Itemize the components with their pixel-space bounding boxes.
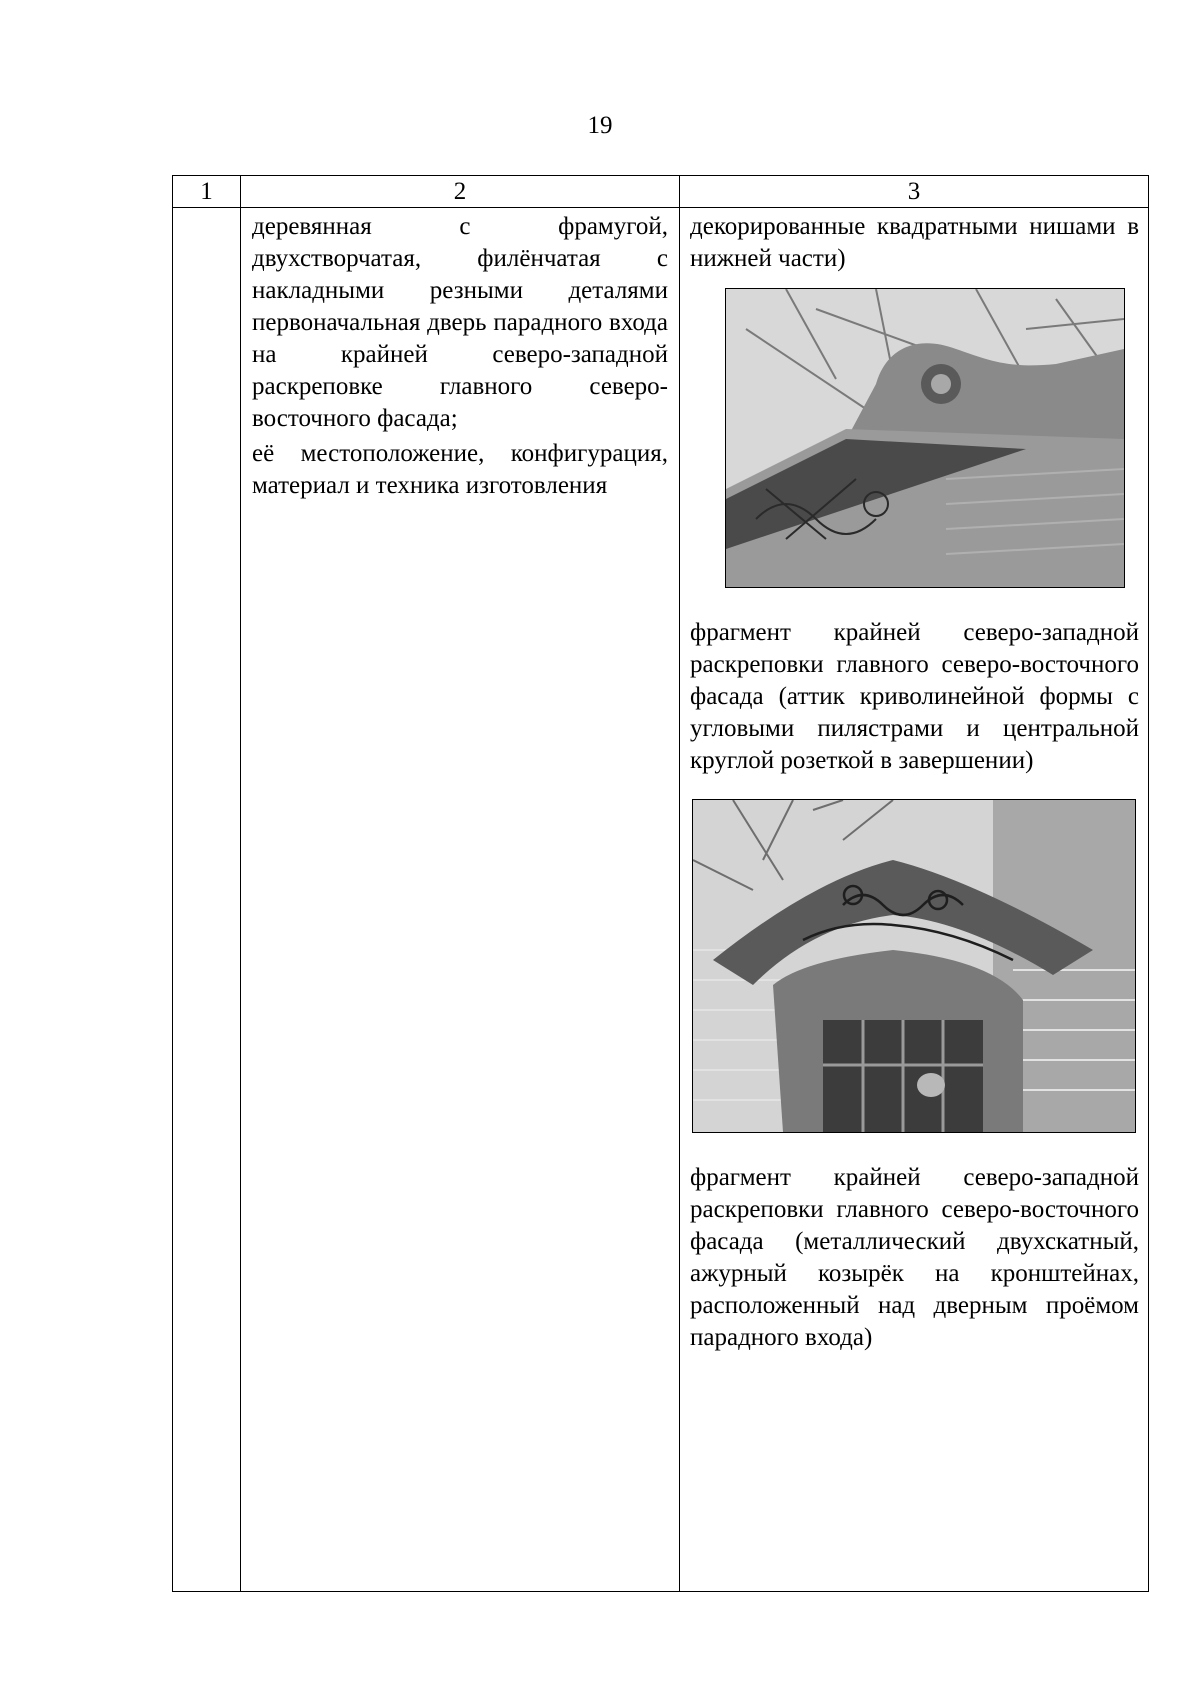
table-row <box>173 208 1149 1592</box>
header-col-2: 2 <box>241 176 680 208</box>
photo-intro-caption: декорированные квадратными нишами в нижней части) <box>690 213 1139 272</box>
page-number: 19 <box>587 112 613 139</box>
cell-col-3 <box>680 208 1149 1592</box>
photo-caption-attic: фрагмент крайней северо-западной раскреповки главного северо-восточного фасада (аттик криволинейной формы с угловыми пилястрами и центральной круглой розеткой в завершении) <box>690 619 1139 774</box>
header-col-1: 1 <box>173 176 241 208</box>
cell-col-1 <box>173 208 241 1592</box>
object-description: деревянная с фрамугой, двухстворчатая, филёнчатая с накладными резными деталями первоначальная дверь парадного входа на крайней северо-западной раскреповке главного северо-восточного фасада; <box>252 213 668 432</box>
attic-photo <box>725 288 1125 588</box>
heritage-table <box>172 175 1149 1592</box>
canopy-photo <box>692 799 1136 1133</box>
object-attributes: её местоположение, конфигурация, материал и техника изготовления <box>252 440 668 499</box>
cell-col-2 <box>241 208 680 1592</box>
photo-caption-canopy: фрагмент крайней северо-западной раскреповки главного северо-восточного фасада (металлический двухскатный, ажурный козырёк на кронштейнах, расположенный над дверным проёмом парадного входа) <box>690 1164 1139 1351</box>
header-col-3: 3 <box>680 176 1149 208</box>
table-header-row <box>173 176 1149 208</box>
